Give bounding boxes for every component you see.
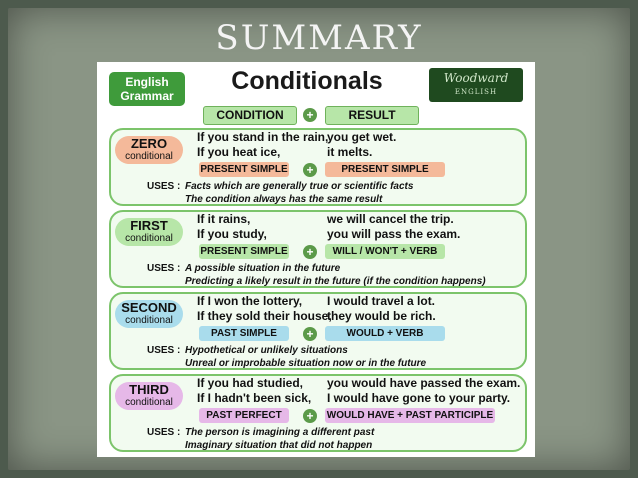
second-tense-condition: PAST SIMPLE	[199, 326, 289, 341]
first-example-2-result: you will pass the exam.	[327, 227, 461, 241]
condition-header: CONDITION	[203, 106, 297, 125]
logo-main: Woodward	[443, 71, 509, 85]
second-badge-name: SECOND	[121, 300, 177, 315]
first-badge-name: FIRST	[130, 218, 168, 233]
logo-sub: ENGLISH	[454, 88, 498, 96]
first-plus-icon: +	[303, 245, 317, 259]
second-example-2-result: they would be rich.	[327, 309, 436, 323]
plus-icon: +	[303, 108, 317, 122]
badge-line-1: English	[125, 75, 169, 89]
first-tense-condition: PRESENT SIMPLE	[200, 246, 288, 257]
third-example-1-condition: If you had studied,	[197, 376, 304, 390]
second-use-2: Unreal or improbable situation now or in the future	[185, 358, 427, 369]
slide-title: SUMMARY	[215, 18, 423, 58]
third-uses-label: USES :	[147, 427, 181, 438]
first-conditional-badge	[115, 218, 183, 246]
zero-tense-result: PRESENT SIMPLE	[325, 162, 445, 177]
zero-example-1-result: you get wet.	[327, 130, 397, 144]
third-example-2-result: I would have gone to your party.	[327, 391, 511, 405]
zero-example-2-condition: If you heat ice,	[197, 145, 281, 159]
first-example-2-condition: If you study,	[197, 227, 267, 241]
first-tense-result: WILL / WON'T + VERB	[325, 244, 445, 259]
third-badge-sub: conditional	[125, 397, 173, 408]
third-use-2: Imaginary situation that did not happen	[185, 440, 373, 451]
second-example-1-condition: If I won the lottery,	[197, 294, 303, 308]
zero-use-2: The condition always has the same result	[185, 194, 383, 205]
third-example-2-condition: If I hadn't been sick,	[197, 391, 312, 405]
first-use-2: Predicting a likely result in the future (if the condition happens)	[185, 276, 486, 287]
badge-line-2: Grammar	[120, 89, 174, 103]
zero-use-1: Facts which are generally true or scientific facts	[185, 181, 414, 192]
third-use-1: The person is imagining a different past	[185, 427, 375, 438]
first-badge-sub: conditional	[125, 233, 173, 244]
third-tense-result: WOULD HAVE + PAST PARTICIPLE	[326, 410, 494, 421]
zero-example-1-condition: If you stand in the rain,	[197, 130, 329, 144]
woodward-logo	[429, 68, 523, 102]
zero-conditional-badge	[115, 136, 183, 164]
result-header: RESULT	[325, 106, 419, 125]
third-badge-name: THIRD	[129, 382, 169, 397]
second-badge-sub: conditional	[125, 315, 173, 326]
second-example-2-condition: If they sold their house,	[197, 309, 332, 323]
conditionals-infographic	[97, 62, 535, 457]
zero-example-2-result: it melts.	[327, 145, 373, 159]
second-plus-icon: +	[303, 327, 317, 341]
second-conditional-badge	[115, 300, 183, 328]
first-example-1-result: we will cancel the trip.	[327, 212, 454, 226]
first-uses-label: USES :	[147, 263, 181, 274]
zero-plus-icon: +	[303, 163, 317, 177]
second-uses-label: USES :	[147, 345, 181, 356]
third-plus-icon: +	[303, 409, 317, 423]
zero-badge-sub: conditional	[125, 151, 173, 162]
second-use-1: Hypothetical or unlikely situations	[185, 345, 348, 356]
third-example-1-result: you would have passed the exam.	[327, 376, 521, 390]
second-tense-result: WOULD + VERB	[325, 326, 445, 341]
third-conditional-badge	[115, 382, 183, 410]
second-example-1-result: I would travel a lot.	[327, 294, 436, 308]
third-tense-condition: PAST PERFECT	[199, 408, 289, 423]
zero-uses-label: USES :	[147, 181, 181, 192]
first-example-1-condition: If it rains,	[197, 212, 251, 226]
infographic-title: Conditionals	[231, 67, 383, 95]
zero-tense-condition: PRESENT SIMPLE	[200, 164, 288, 175]
english-grammar-badge	[109, 72, 185, 106]
zero-badge-name: ZERO	[130, 136, 168, 151]
first-use-1: A possible situation in the future	[185, 263, 341, 274]
